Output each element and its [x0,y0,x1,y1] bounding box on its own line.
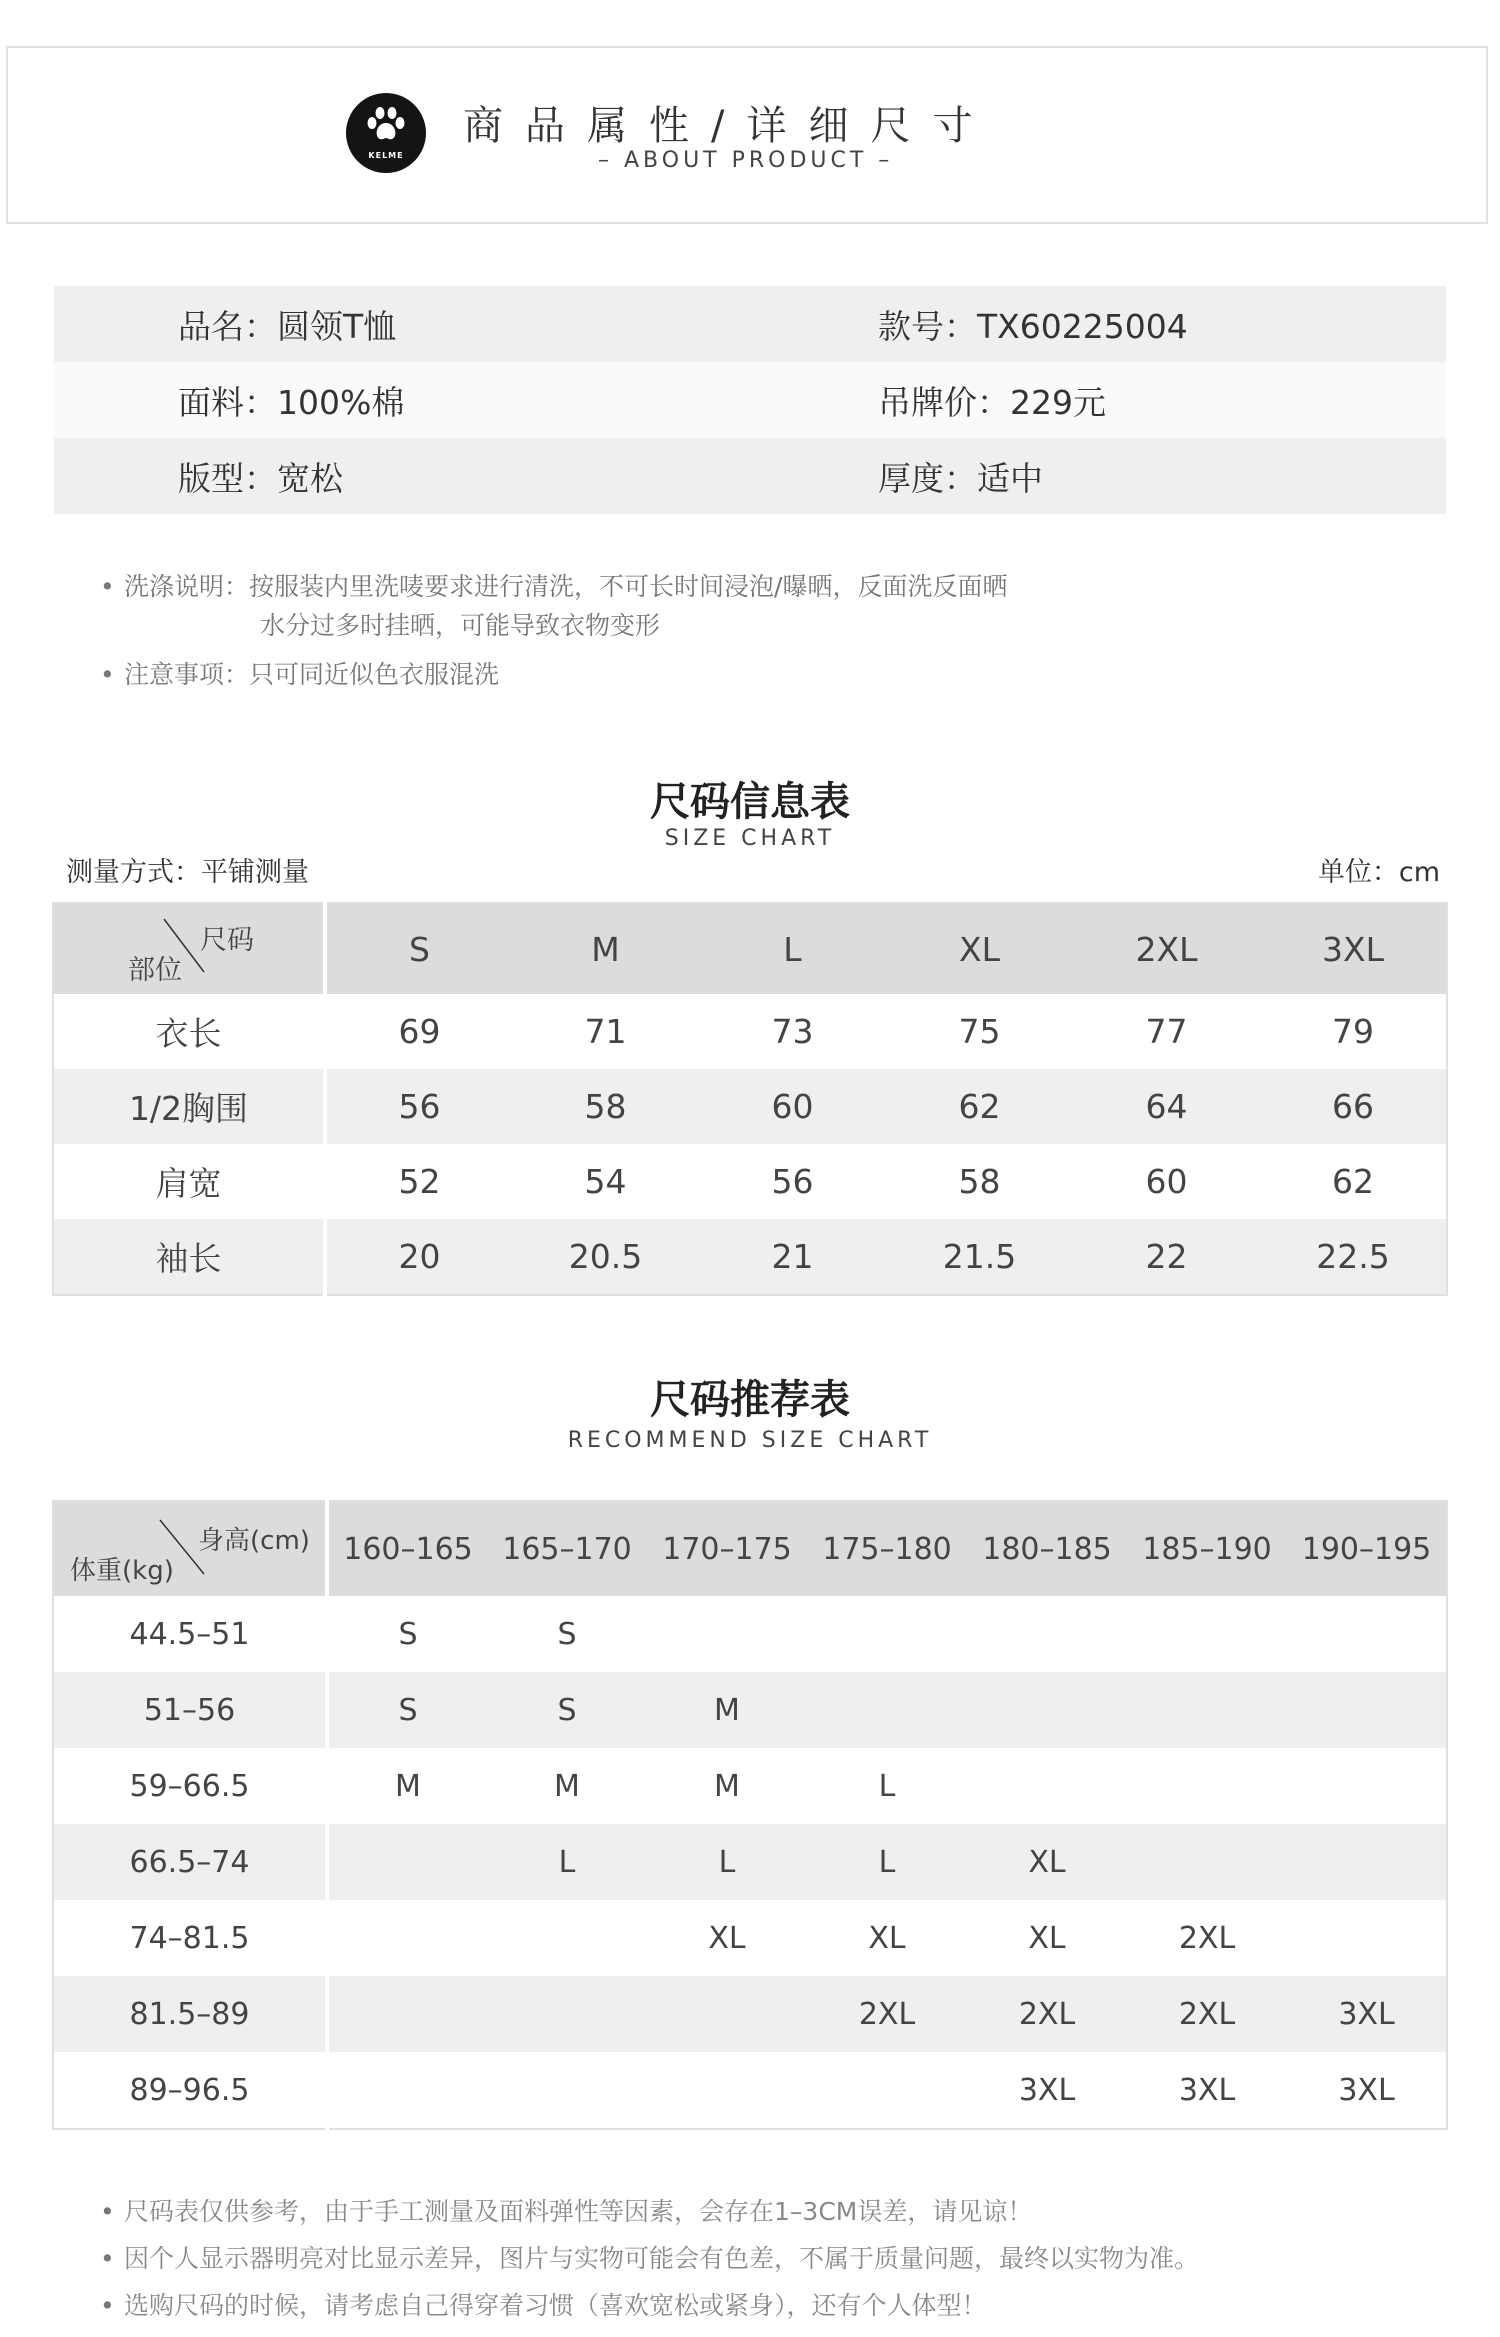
disclaimer-notes [100,2196,1199,2337]
brand-logo [346,93,426,173]
table-cell [487,1900,647,1976]
table-cell: 62 [886,1069,1073,1144]
care-notes [100,572,1007,702]
table-cell: 69 [325,994,512,1069]
table-cell [967,1672,1127,1748]
disclaimer-item [100,2196,1199,2228]
table-cell: M [647,1672,807,1748]
size-chart-subtitle: SIZE CHART [664,826,836,851]
table-cell: 21 [699,1219,886,1295]
table-cell: S [487,1672,647,1748]
table-cell [1127,1672,1287,1748]
table-cell: 79 [1260,994,1447,1069]
table-cell: 56 [325,1069,512,1144]
corner-height-label: 身高(cm) [198,1526,310,1556]
height-header: 185–190 [1127,1501,1287,1596]
table-cell: 22.5 [1260,1219,1447,1295]
table-cell: 52 [325,1144,512,1219]
table-cell: 60 [1073,1144,1260,1219]
table-cell: L [487,1824,647,1900]
table-cell [487,2052,647,2129]
table-cell: 77 [1073,994,1260,1069]
recommend-chart-title: 尺码推荐表 [650,1377,850,1423]
weight-label: 59–66.5 [53,1748,327,1824]
bullet-icon: • [100,2244,115,2273]
table-cell: 71 [512,994,699,1069]
weight-label: 74–81.5 [53,1900,327,1976]
table-row [53,1219,1447,1295]
product-attributes [54,286,1446,514]
size-header: 3XL [1260,903,1447,994]
table-cell: 2XL [967,1976,1127,2052]
bullet-icon: • [100,2197,115,2226]
bullet-icon: • [100,572,115,601]
corner-cell [53,903,325,994]
recommend-chart-subtitle: RECOMMEND SIZE CHART [567,1428,933,1453]
paw-icon [364,103,408,147]
height-header: 165–170 [487,1501,647,1596]
weight-label: 51–56 [53,1672,327,1748]
table-cell [807,1672,967,1748]
disclaimer-text: 尺码表仅供参考，由于手工测量及面料弹性等因素，会存在1–3CM误差，请见谅！ [124,2197,1033,2226]
table-cell [327,1976,487,2052]
caution-label: 注意事项： [124,660,250,689]
table-row [53,2052,1447,2129]
table-cell: 2XL [1127,1900,1287,1976]
table-cell [807,1596,967,1672]
table-cell [647,1976,807,2052]
table-cell [1287,1824,1447,1900]
wash-label: 洗涤说明： [124,572,250,601]
size-chart-table [52,902,1448,1296]
table-cell: 54 [512,1144,699,1219]
table-cell: M [647,1748,807,1824]
table-cell [967,1596,1127,1672]
table-row [53,1144,1447,1219]
size-header-row [53,903,1447,994]
table-cell: XL [807,1900,967,1976]
product-header [6,46,1488,224]
table-cell: 3XL [1287,1976,1447,2052]
table-cell [1287,1900,1447,1976]
part-label: 袖长 [53,1219,325,1295]
bullet-icon: • [100,660,115,689]
size-header: XL [886,903,1073,994]
table-row [53,994,1447,1069]
weight-label: 81.5–89 [53,1976,327,2052]
table-cell [647,1596,807,1672]
table-cell: M [487,1748,647,1824]
disclaimer-text: 选购尺码的时候，请考虑自己得穿着习惯（喜欢宽松或紧身），还有个人体型！ [124,2291,987,2320]
table-row [53,1900,1447,1976]
table-cell: XL [647,1900,807,1976]
wash-note [100,572,1007,602]
table-cell: 60 [699,1069,886,1144]
attr-row [54,438,1446,514]
table-cell: 62 [1260,1144,1447,1219]
table-cell: S [327,1596,487,1672]
weight-label: 66.5–74 [53,1824,327,1900]
brand-name: KELME [368,151,404,160]
disclaimer-text: 因个人显示器明亮对比显示差异，图片与实物可能会有色差，不属于质量问题，最终以实物为准。 [124,2244,1200,2273]
table-cell: M [327,1748,487,1824]
table-cell: S [487,1596,647,1672]
table-cell [487,1976,647,2052]
height-header: 190–195 [1287,1501,1447,1596]
table-cell: 21.5 [886,1219,1073,1295]
height-header: 160–165 [327,1501,487,1596]
table-row [53,1824,1447,1900]
part-label: 1/2胸围 [53,1069,325,1144]
page-subtitle: – ABOUT PRODUCT – [598,148,894,173]
table-cell: XL [967,1824,1127,1900]
table-cell [1127,1748,1287,1824]
part-label: 肩宽 [53,1144,325,1219]
caution-text: 只可同近似色衣服混洗 [249,660,500,689]
corner-size-label: 尺码 [200,925,254,956]
corner-cell [53,1501,327,1596]
corner-part-label: 部位 [128,955,182,986]
table-row [53,1976,1447,2052]
table-row [53,1672,1447,1748]
table-cell [327,2052,487,2129]
wash-text: 按服装内里洗唛要求进行清洗，不可长时间浸泡/曝晒，反面洗反面晒 [249,572,1008,601]
attr-row [54,362,1446,438]
table-cell: 3XL [1127,2052,1287,2129]
bullet-icon: • [100,2291,115,2320]
height-header-row [53,1501,1447,1596]
table-row [53,1596,1447,1672]
height-header: 175–180 [807,1501,967,1596]
table-cell: 2XL [1127,1976,1287,2052]
table-cell: 64 [1073,1069,1260,1144]
recommend-chart-table [52,1500,1448,2130]
table-cell: S [327,1672,487,1748]
table-cell: 75 [886,994,1073,1069]
table-cell: XL [967,1900,1127,1976]
measure-method: 测量方式：平铺测量 [66,857,309,888]
attr-thickness: 厚度：适中 [878,458,1043,498]
table-cell: 20 [325,1219,512,1295]
attr-fit: 版型：宽松 [178,458,343,498]
table-cell: L [807,1824,967,1900]
table-cell: 66 [1260,1069,1447,1144]
table-cell: 22 [1073,1219,1260,1295]
table-row [53,1069,1447,1144]
attr-price: 吊牌价：229元 [878,382,1106,422]
table-cell [807,2052,967,2129]
diagonal-divider [54,904,326,994]
table-cell [327,1824,487,1900]
disclaimer-item [100,2290,1199,2322]
table-cell: 2XL [807,1976,967,2052]
table-cell [647,2052,807,2129]
page-title: 商品属性/详细尺寸 [463,103,995,149]
table-cell [1287,1672,1447,1748]
table-cell: 58 [886,1144,1073,1219]
table-cell: 58 [512,1069,699,1144]
height-header: 170–175 [647,1501,807,1596]
table-cell: 3XL [1287,2052,1447,2129]
size-header: 2XL [1073,903,1260,994]
table-cell: L [647,1824,807,1900]
table-cell: 20.5 [512,1219,699,1295]
part-label: 衣长 [53,994,325,1069]
weight-label: 89–96.5 [53,2052,327,2129]
table-cell [1127,1824,1287,1900]
weight-label: 44.5–51 [53,1596,327,1672]
size-header: M [512,903,699,994]
unit-label: 单位：cm [1317,857,1440,888]
attr-name: 品名：圆领T恤 [178,306,397,346]
table-cell [1127,1596,1287,1672]
table-row [53,1748,1447,1824]
attr-row [54,286,1446,362]
table-cell: L [807,1748,967,1824]
table-cell: 3XL [967,2052,1127,2129]
size-header: L [699,903,886,994]
height-header: 180–185 [967,1501,1127,1596]
table-cell: 56 [699,1144,886,1219]
disclaimer-item [100,2243,1199,2275]
caution-note [100,660,1007,690]
table-cell [1287,1748,1447,1824]
table-cell [327,1900,487,1976]
attr-style-number: 款号：TX60225004 [878,306,1188,346]
size-header: S [325,903,512,994]
table-cell [1287,1596,1447,1672]
corner-weight-label: 体重(kg) [70,1556,174,1586]
attr-fabric: 面料：100%棉 [178,382,405,422]
table-cell: 73 [699,994,886,1069]
size-chart-title: 尺码信息表 [650,779,850,825]
table-cell [967,1748,1127,1824]
wash-text-continued: 水分过多时挂晒，可能导致衣物变形 [260,611,661,640]
